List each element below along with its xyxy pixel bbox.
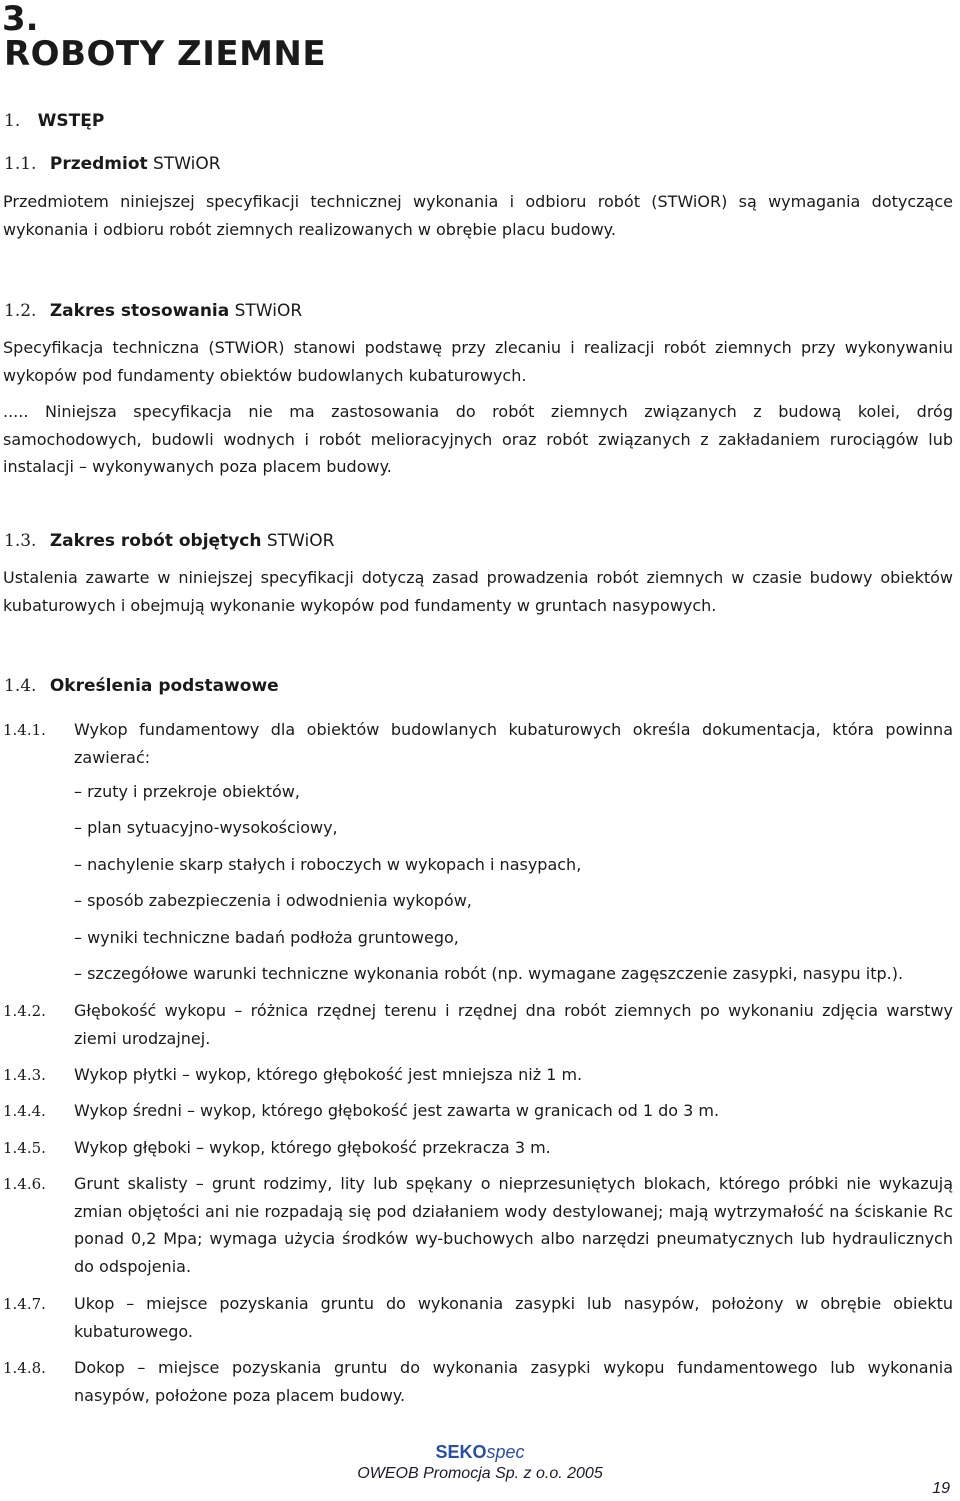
paragraph-1-1 xyxy=(3,188,953,243)
paragraph-1-2-b xyxy=(3,398,953,481)
text-line: zmian objętości ani nie rozpadają się pod działaniem wody destylowanej; mają wytrzymałość na ściskanie Rc xyxy=(74,1201,953,1221)
section-title-bold: Przedmiot xyxy=(49,154,148,174)
section-1-3-heading xyxy=(4,530,334,552)
section-1-heading xyxy=(4,110,104,132)
list-item: – wyniki techniczne badań podłoża gruntowego, xyxy=(74,928,459,947)
section-1-4-heading xyxy=(4,675,279,697)
text-line: ..... Niniejsza specyfikacja nie ma zastosowania do robót ziemnych związanych z budową kolei, dróg xyxy=(3,402,953,421)
list-item: – szczegółowe warunki techniczne wykonania robót (np. wymagane zagęszczenie zasypki, nasypu itp.). xyxy=(74,964,904,983)
section-number: 1.3. xyxy=(4,531,37,551)
text-line: Dokop – miejsce pozyskania gruntu do wykonania zasypki wykopu fundamentowego lub wykonania xyxy=(74,1358,953,1377)
text-line: Wykop głęboki – wykop, którego głębokość przekracza 3 m. xyxy=(74,1138,551,1157)
section-title-bold: Określenia podstawowe xyxy=(49,676,279,696)
section-1-1-heading xyxy=(4,153,221,175)
text-line: nasypów, położone poza placem budowy. xyxy=(74,1385,406,1405)
text-line: Wykop średni – wykop, którego głębokość jest zawarta w granicach od 1 do 3 m. xyxy=(74,1101,720,1120)
section-title: WSTĘP xyxy=(37,111,105,131)
text-line: Wykop płytki – wykop, którego głębokość jest mniejsza niż 1 m. xyxy=(74,1065,583,1084)
text-line: Ukop – miejsce pozyskania gruntu do wykonania zasypki lub nasypów, położony w obrębie obiektu xyxy=(74,1294,953,1313)
definition-text xyxy=(74,1097,953,1125)
brand-italic: spec xyxy=(486,1442,525,1462)
section-number: 1.4. xyxy=(4,676,37,696)
text-line: kubaturowego. xyxy=(74,1321,193,1341)
section-number: 1. xyxy=(4,111,21,131)
brand-bold: SEKO xyxy=(435,1442,487,1462)
definition-number: 1.4.7. xyxy=(3,1295,46,1313)
section-title-bold: Zakres stosowania xyxy=(49,301,230,321)
list-item: – sposób zabezpieczenia i odwodnienia wykopów, xyxy=(74,891,472,910)
text-line: samochodowych, budowli wodnych i robót melioracyjnych oraz robót związanych z zakładaniem rurociągów lub xyxy=(3,429,953,449)
section-title-rest: STWiOR xyxy=(147,154,221,174)
text-line: ponad 0,2 Mpa; wymaga użycia środków wy-buchowych albo narzędzi pneumatycznych lub hydraulicznych xyxy=(74,1229,953,1248)
section-title-bold: Zakres robót objętych xyxy=(49,531,262,551)
text-line: Wykop fundamentowy dla obiektów budowlanych kubaturowych określa dokumentacja, która powinna xyxy=(74,720,953,739)
list-item: – nachylenie skarp stałych i roboczych w wykopach i nasypach, xyxy=(74,855,582,874)
text-line: Ustalenia zawarte w niniejszej specyfikacji dotyczą zasad prowadzenia robót ziemnych w czasie budowy obiektów xyxy=(3,568,953,587)
definition-text xyxy=(74,997,953,1052)
text-line: kubaturowych i obejmują wykonanie wykopów pod fundamenty w gruntach nasypowych. xyxy=(3,595,717,615)
chapter-title: ROBOTY ZIEMNE xyxy=(4,34,327,74)
text-line: Przedmiotem niniejszej specyfikacji technicznej wykonania i odbioru robót (STWiOR) są wymagania dotyczące xyxy=(3,192,953,211)
paragraph-1-3 xyxy=(3,564,953,619)
definition-text xyxy=(74,1354,953,1409)
text-line: Głębokość wykopu – różnica rzędnej terenu i rzędnej dna robót ziemnych po wykonaniu zdjęcia warstwy xyxy=(74,1001,953,1020)
definition-number: 1.4.1. xyxy=(3,721,46,739)
definition-number: 1.4.8. xyxy=(3,1359,46,1377)
text-line: wykopów pod fundamenty obiektów budowlanych kubaturowych. xyxy=(3,365,527,385)
chapter-number: 3. xyxy=(2,0,39,39)
page-number: 19 xyxy=(932,1480,950,1497)
definition-number: 1.4.3. xyxy=(3,1066,46,1084)
text-line: Specyfikacja techniczna (STWiOR) stanowi podstawę przy zlecaniu i realizacji robót ziemnych przy wykonywaniu xyxy=(3,338,953,357)
definition-text xyxy=(74,716,953,771)
footer-brand-logo xyxy=(0,1442,960,1463)
text-line: zawierać: xyxy=(74,747,151,767)
text-line: instalacji – wykonywanych poza placem budowy. xyxy=(3,457,392,476)
text-line: do odspojenia. xyxy=(74,1256,192,1276)
section-number: 1.1. xyxy=(4,154,37,174)
section-1-2-heading xyxy=(4,300,302,322)
definition-text xyxy=(74,1290,953,1345)
definition-number: 1.4.5. xyxy=(3,1139,46,1157)
definition-number: 1.4.2. xyxy=(3,1002,46,1020)
text-line: wykonania i odbioru robót ziemnych realizowanych w obrębie placu budowy. xyxy=(3,219,616,239)
section-title-rest: STWiOR xyxy=(229,301,303,321)
definition-number: 1.4.6. xyxy=(3,1175,46,1193)
text-line: Grunt skalisty – grunt rodzimy, lity lub spękany o nieprzesuniętych blokach, którego próbki nie wykazują xyxy=(74,1174,953,1193)
list-item: – plan sytuacyjno-wysokościowy, xyxy=(74,818,338,837)
definition-text xyxy=(74,1170,953,1280)
text-line: ziemi urodzajnej. xyxy=(74,1028,211,1048)
list-item: – rzuty i przekroje obiektów, xyxy=(74,782,300,801)
section-title-rest: STWiOR xyxy=(261,531,335,551)
definition-text xyxy=(74,1061,953,1089)
section-number: 1.2. xyxy=(4,301,37,321)
definition-number: 1.4.4. xyxy=(3,1102,46,1120)
definition-text xyxy=(74,1134,953,1162)
footer-organization: OWEOB Promocja Sp. z o.o. 2005 xyxy=(357,1465,603,1482)
paragraph-1-2-a xyxy=(3,334,953,389)
